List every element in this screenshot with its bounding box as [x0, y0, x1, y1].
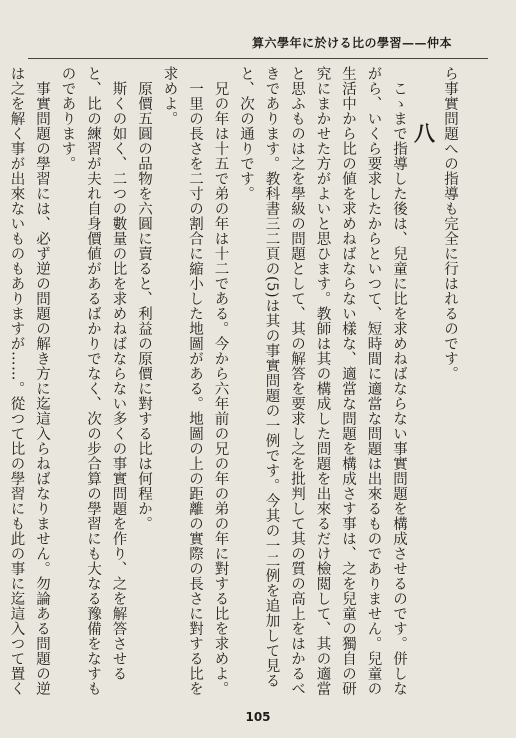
paragraph-inverse-problems: 事實問題の學習には、必ず逆の問題の解き方に迄這入らねばなりません。勿論ある問題の逆は之を解く事が出來ないものもありますが……。從つて比の學習にも此の事に迄這入つて置く [8, 66, 50, 696]
opening-line: ら事實問題への指導も完全に行はれるのです。 [442, 66, 458, 381]
example-problem-map: 一里の長さを二寸の割合に縮小した地圖がある。地圖の上の距離の實際の長さに對する比を求めよ。 [161, 66, 203, 696]
body-text [8, 66, 462, 698]
chapter-number: 八 [411, 122, 437, 144]
running-title: 算六學年に於ける比の學習——仲本 [252, 36, 453, 50]
page-number: 105 [245, 710, 271, 724]
example-problem-ages: 兄の年は十五で弟の年は十二である。今から六年前の兄の年の弟の年に對する比を求めよ。 [212, 66, 229, 696]
example-problem-profit: 原價五圓の品物を六圓に賣ると、利益の原價に對する比は何程か。 [136, 66, 152, 531]
paragraph-practice-value: 斯くの如く、二つの數量の比を求めねばならない多くの事實問題を作り、之を解答させると、比の練習が夫れ自身價値があるばかりでなく、次の步合算の學習にも大なる豫備をなすものであります。 [59, 66, 127, 696]
page-header [0, 24, 516, 52]
paragraph-construct-problems: こゝまで指導した後は、兒童に比を求めねばならない事實問題を構成させるのです。併しながら、いくら要求したからといつて、短時間に適當な問題は出來るものでありません。兒童の生活中から比の値を求めねばならない樣な、適當な問題を構成さす事は、之を兒童の獨自の研究にまかせた方がよいと思ひます。教師は其の構成した問題を出來るだけ檢閲して、其の適當と思ふものは之を學級の問題として、其の解答を要求し之を批判して其の質の高上をはかるべきであります。教科書三二頁の(5)は其の事實問題の一例です。今其の一二例を追加して見ると、次の通りです。 [238, 66, 407, 696]
header-rule [28, 58, 488, 59]
